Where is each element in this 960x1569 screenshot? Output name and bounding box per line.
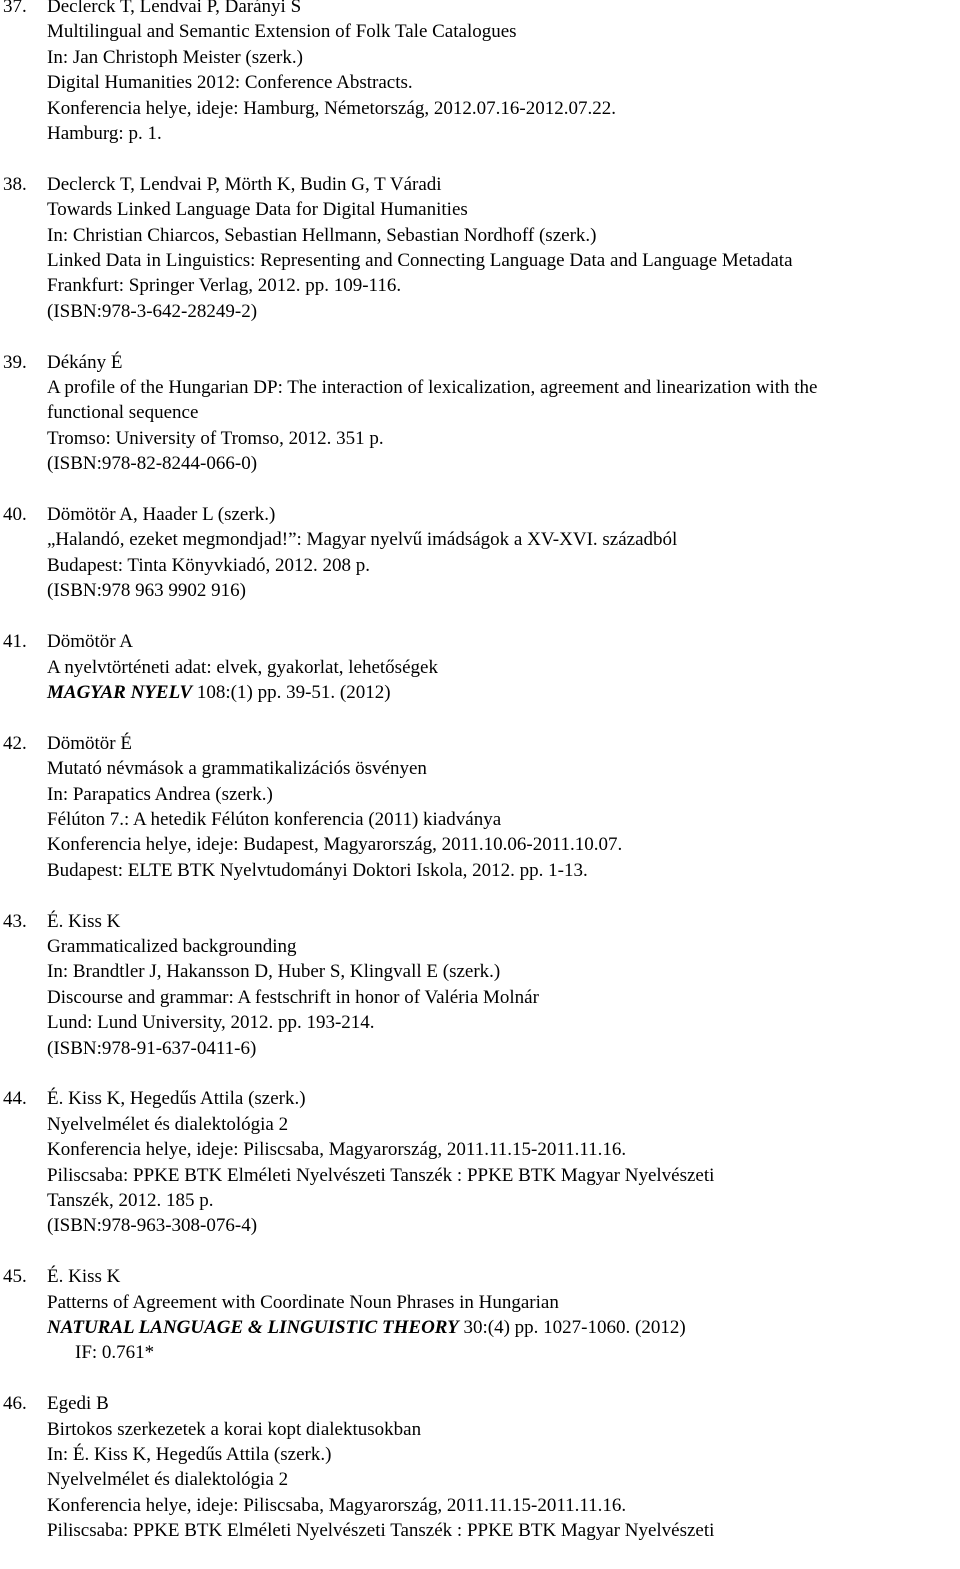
editors: In: Jan Christoph Meister (szerk.): [47, 46, 303, 68]
isbn: (ISBN:978-82-8244-066-0): [47, 453, 258, 475]
authors: Dömötör A: [47, 631, 134, 653]
entry-number: 45.: [3, 1266, 27, 1288]
entry-body: [47, 0, 958, 146]
impact-factor: IF: 0.761*: [75, 1342, 155, 1364]
isbn: (ISBN:978-963-308-076-4): [47, 1215, 258, 1237]
publication-entry-45: [0, 1264, 960, 1366]
entry-number: 38.: [3, 173, 27, 195]
entry-body: [47, 1391, 958, 1543]
editors: In: Parapatics Andrea (szerk.): [47, 783, 273, 805]
publication-entry-42: [0, 731, 960, 883]
entry-body: [47, 172, 958, 324]
journal-name: MAGYAR NYELV: [47, 681, 193, 703]
publication-entry-46: [0, 1391, 960, 1543]
publisher-info: Piliscsaba: PPKE BTK Elméleti Nyelvészeti Tanszék : PPKE BTK Magyar Nyelvészeti: [47, 1520, 715, 1542]
title: Birtokos szerkezetek a korai kopt dialektusokban: [47, 1418, 422, 1440]
entry-body: [47, 1086, 958, 1238]
book-title: Digital Humanities 2012: Conference Abstracts.: [47, 72, 413, 94]
editors: In: Brandtler J, Hakansson D, Huber S, Klingvall E (szerk.): [47, 961, 501, 983]
conference-info: Konferencia helye, ideje: Piliscsaba, Magyarország, 2011.11.15-2011.11.16.: [47, 1494, 627, 1516]
entry-number: 37.: [3, 0, 27, 17]
entry-body: [47, 731, 958, 883]
publisher-info: Lund: Lund University, 2012. pp. 193-214.: [47, 1012, 375, 1034]
publication-entry-40: [0, 502, 960, 604]
journal-citation: [47, 1315, 958, 1340]
publisher-info: Hamburg: p. 1.: [47, 123, 162, 145]
title-continued: functional sequence: [47, 402, 199, 424]
authors: Dékány É: [47, 351, 123, 373]
entry-number: 46.: [3, 1393, 27, 1415]
authors: Dömötör É: [47, 732, 132, 754]
entry-number: 43.: [3, 910, 27, 932]
entry-number: 39.: [3, 351, 27, 373]
authors: Egedi B: [47, 1393, 109, 1415]
entry-number: 44.: [3, 1088, 27, 1110]
conference-info: Konferencia helye, ideje: Hamburg, Németország, 2012.07.16-2012.07.22.: [47, 97, 616, 119]
publisher-info: Budapest: ELTE BTK Nyelvtudományi Doktori Iskola, 2012. pp. 1-13.: [47, 859, 588, 881]
publication-entry-43: [0, 909, 960, 1061]
journal-details: 108:(1) pp. 39-51. (2012): [192, 681, 391, 703]
publication-entry-44: [0, 1086, 960, 1238]
editors: É. Kiss K, Hegedűs Attila (szerk.): [47, 1088, 306, 1110]
journal-name: NATURAL LANGUAGE & LINGUISTIC THEORY: [47, 1317, 459, 1338]
authors: É. Kiss K: [47, 1266, 121, 1288]
isbn: (ISBN:978-3-642-28249-2): [47, 300, 258, 322]
entry-body: [47, 909, 958, 1061]
publisher-info: Budapest: Tinta Könyvkiadó, 2012. 208 p.: [47, 554, 371, 576]
title: Patterns of Agreement with Coordinate Noun Phrases in Hungarian: [47, 1291, 559, 1313]
title: Multilingual and Semantic Extension of Folk Tale Catalogues: [47, 21, 517, 43]
title: Mutató névmások a grammatikalizációs ösvényen: [47, 758, 427, 780]
publication-entry-39: [0, 350, 960, 477]
title: Grammaticalized backgrounding: [47, 935, 297, 957]
title: Nyelvelmélet és dialektológia 2: [47, 1113, 289, 1135]
publisher-info: Frankfurt: Springer Verlag, 2012. pp. 109-116.: [47, 275, 402, 297]
publication-entry-37: [0, 0, 960, 146]
isbn: (ISBN:978 963 9902 916): [47, 580, 246, 602]
entry-number: 41.: [3, 631, 27, 653]
entry-body: [47, 350, 958, 477]
editors: In: É. Kiss K, Hegedűs Attila (szerk.): [47, 1444, 332, 1466]
editors: Dömötör A, Haader L (szerk.): [47, 504, 276, 526]
conference-info: Konferencia helye, ideje: Budapest, Magyarország, 2011.10.06-2011.10.07.: [47, 834, 623, 856]
book-title: Discourse and grammar: A festschrift in honor of Valéria Molnár: [47, 986, 539, 1008]
entry-number: 42.: [3, 732, 27, 754]
title: „Halandó, ezeket megmondjad!”: Magyar nyelvű imádságok a XV-XVI. századból: [47, 529, 678, 551]
publication-entry-41: [0, 629, 960, 705]
title: A profile of the Hungarian DP: The interaction of lexicalization, agreement and linearization with the: [47, 377, 818, 399]
authors: Declerck T, Lendvai P, Mörth K, Budin G, T Váradi: [47, 173, 442, 195]
authors: É. Kiss K: [47, 910, 121, 932]
publisher-info-continued: Tanszék, 2012. 185 p.: [47, 1189, 214, 1211]
book-title: Nyelvelmélet és dialektológia 2: [47, 1469, 289, 1491]
publication-entry-38: [0, 172, 960, 324]
journal-citation: [47, 680, 958, 705]
book-title: Félúton 7.: A hetedik Félúton konferencia (2011) kiadványa: [47, 808, 502, 830]
editors: In: Christian Chiarcos, Sebastian Hellmann, Sebastian Nordhoff (szerk.): [47, 224, 597, 246]
book-title: Linked Data in Linguistics: Representing and Connecting Language Data and Language Metadata: [47, 250, 793, 272]
authors: Declerck T, Lendvai P, Darányi S: [47, 0, 302, 17]
title: A nyelvtörténeti adat: elvek, gyakorlat, lehetőségek: [47, 656, 438, 678]
conference-info: Konferencia helye, ideje: Piliscsaba, Magyarország, 2011.11.15-2011.11.16.: [47, 1139, 627, 1161]
journal-details: 30:(4) pp. 1027-1060. (2012): [458, 1317, 686, 1338]
publisher-info: Tromso: University of Tromso, 2012. 351 p.: [47, 427, 384, 449]
entry-number: 40.: [3, 504, 27, 526]
publisher-info: Piliscsaba: PPKE BTK Elméleti Nyelvészeti Tanszék : PPKE BTK Magyar Nyelvészeti: [47, 1164, 715, 1186]
entry-body: [47, 502, 958, 604]
isbn: (ISBN:978-91-637-0411-6): [47, 1037, 257, 1059]
entry-body: [47, 629, 958, 705]
entry-body: [47, 1264, 958, 1366]
title: Towards Linked Language Data for Digital Humanities: [47, 199, 468, 221]
